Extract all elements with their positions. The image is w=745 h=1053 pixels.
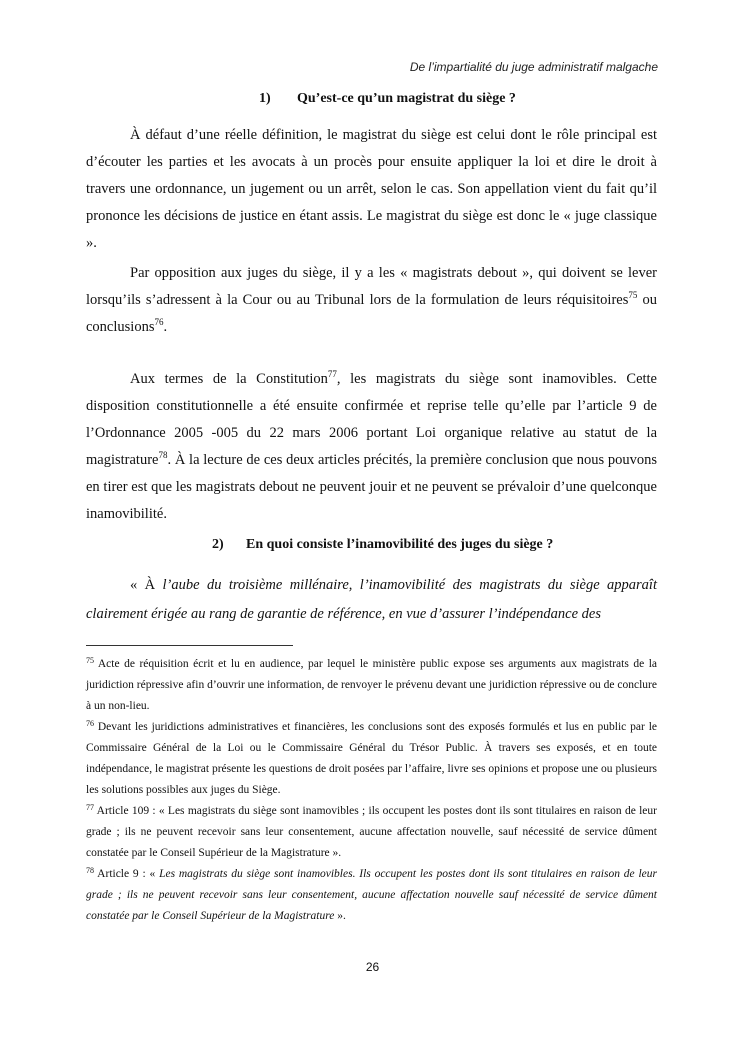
paragraph	[86, 366, 657, 528]
footnote-78	[86, 864, 657, 927]
paragraph-text: ou conclusions	[86, 292, 658, 335]
section-heading-1	[259, 91, 516, 107]
paragraph-text: Par opposition aux juges du siège, il y a les « magistrats debout », qui doivent se lever lorsqu’ils s’adressent à la Cour ou au Tribunal lors de la formulation de leurs réquisitoires	[86, 265, 657, 308]
footnotes	[86, 654, 657, 927]
paragraph-text: . À la lecture de ces deux articles précités, la première conclusion que nous pouvons en tirer est que les magistrats debout ne peuvent jouir et ne peuvent se prévaloir d’une quelconque inamovibilité.	[86, 452, 657, 522]
section-number: 1)	[259, 91, 271, 106]
footnote-75	[86, 654, 657, 717]
quote-open: « À	[130, 577, 163, 593]
section-title: Qu’est-ce qu’un magistrat du siège ?	[297, 91, 516, 106]
paragraph-text: , les magistrats du siège sont inamovibles. Cette disposition constitutionnelle a été ensuite confirmée et reprise telle qu’elle par l’article 9 de l’Ordonnance 2005 -005 du 22 mars 2006 portant Loi organique relative au statut de la magistrature	[86, 371, 657, 468]
quotation-paragraph	[86, 571, 657, 629]
footnote-ref[interactable]: 78	[158, 450, 168, 460]
footnote-ref[interactable]: 76	[154, 317, 164, 327]
footnote-number: 75	[86, 656, 94, 665]
footnote-ref[interactable]: 77	[327, 369, 337, 379]
section-number: 2)	[212, 537, 224, 552]
footnote-text: Acte de réquisition écrit et lu en audience, par lequel le ministère public expose ses arguments aux magistrats de la juridiction répressive afin d’ouvrir une information, de renvoyer le prévenu devant une juridiction répressive ou de conclure à un non-lieu.	[86, 658, 657, 712]
footnote-ref[interactable]: 75	[628, 290, 638, 300]
section-heading-2	[212, 537, 553, 553]
footnote-text: Article 9 : «	[94, 868, 160, 880]
footnote-separator	[86, 645, 293, 646]
footnote-text: ».	[334, 910, 346, 922]
paragraph: À défaut d’une réelle définition, le magistrat du siège est celui dont le rôle principal est d’écouter les parties et les avocats à un procès pour ensuite appliquer la loi et dire le droit à travers une ordonnance, un jugement ou un arrêt, selon le cas. Son appellation vient du fait qu’il prononce les décisions de justice en étant assis. Le magistrat du siège est donc le « juge classique ».	[86, 127, 657, 251]
running-header: De l’impartialité du juge administratif malgache	[409, 60, 658, 74]
page-number: 26	[365, 960, 380, 974]
paragraph-text: Aux termes de la Constitution	[130, 371, 328, 387]
paragraph-text: .	[163, 319, 168, 335]
footnote-number: 77	[86, 803, 94, 812]
quote-text: l’aube du troisième millénaire, l’inamovibilité des magistrats du siège apparaît clairement érigée au rang de garantie de référence, en vue d’assurer l’indépendance des	[86, 577, 657, 622]
section-title: En quoi consiste l’inamovibilité des juges du siège ?	[246, 537, 554, 552]
paragraph	[86, 260, 657, 341]
footnote-text: Devant les juridictions administratives et financières, les conclusions sont des exposés formulés et lus en public par le Commissaire Général de la Loi ou le Commissaire Général du Trésor Public. À travers ses exposés, et en toute indépendance, le magistrat présente les questions de droit posées par l’affaire, livre ses opinions et propose une ou plusieurs les solutions possibles aux juges du Siège.	[86, 721, 657, 796]
footnote-quote: Les magistrats du siège sont inamovibles. Ils occupent les postes dont ils sont titulaires en raison de leur grade ; ils ne peuvent recevoir sans leur consentement, aucune affectation nouvelle sauf nécessité de service dûment constatée par le Conseil Supérieur de la Magistrature	[86, 868, 657, 922]
footnote-76	[86, 717, 657, 801]
footnote-77	[86, 801, 657, 864]
footnote-number: 78	[86, 866, 94, 875]
footnote-text: Article 109 : « Les magistrats du siège sont inamovibles ; ils occupent les postes dont ils sont titulaires en raison de leur grade ; ils ne peuvent recevoir sans leur consentement, aucune affectation nouvelle, sauf nécessité de service dûment constatée par le Conseil Supérieur de la Magistrature ».	[86, 805, 657, 859]
footnote-number: 76	[86, 719, 94, 728]
